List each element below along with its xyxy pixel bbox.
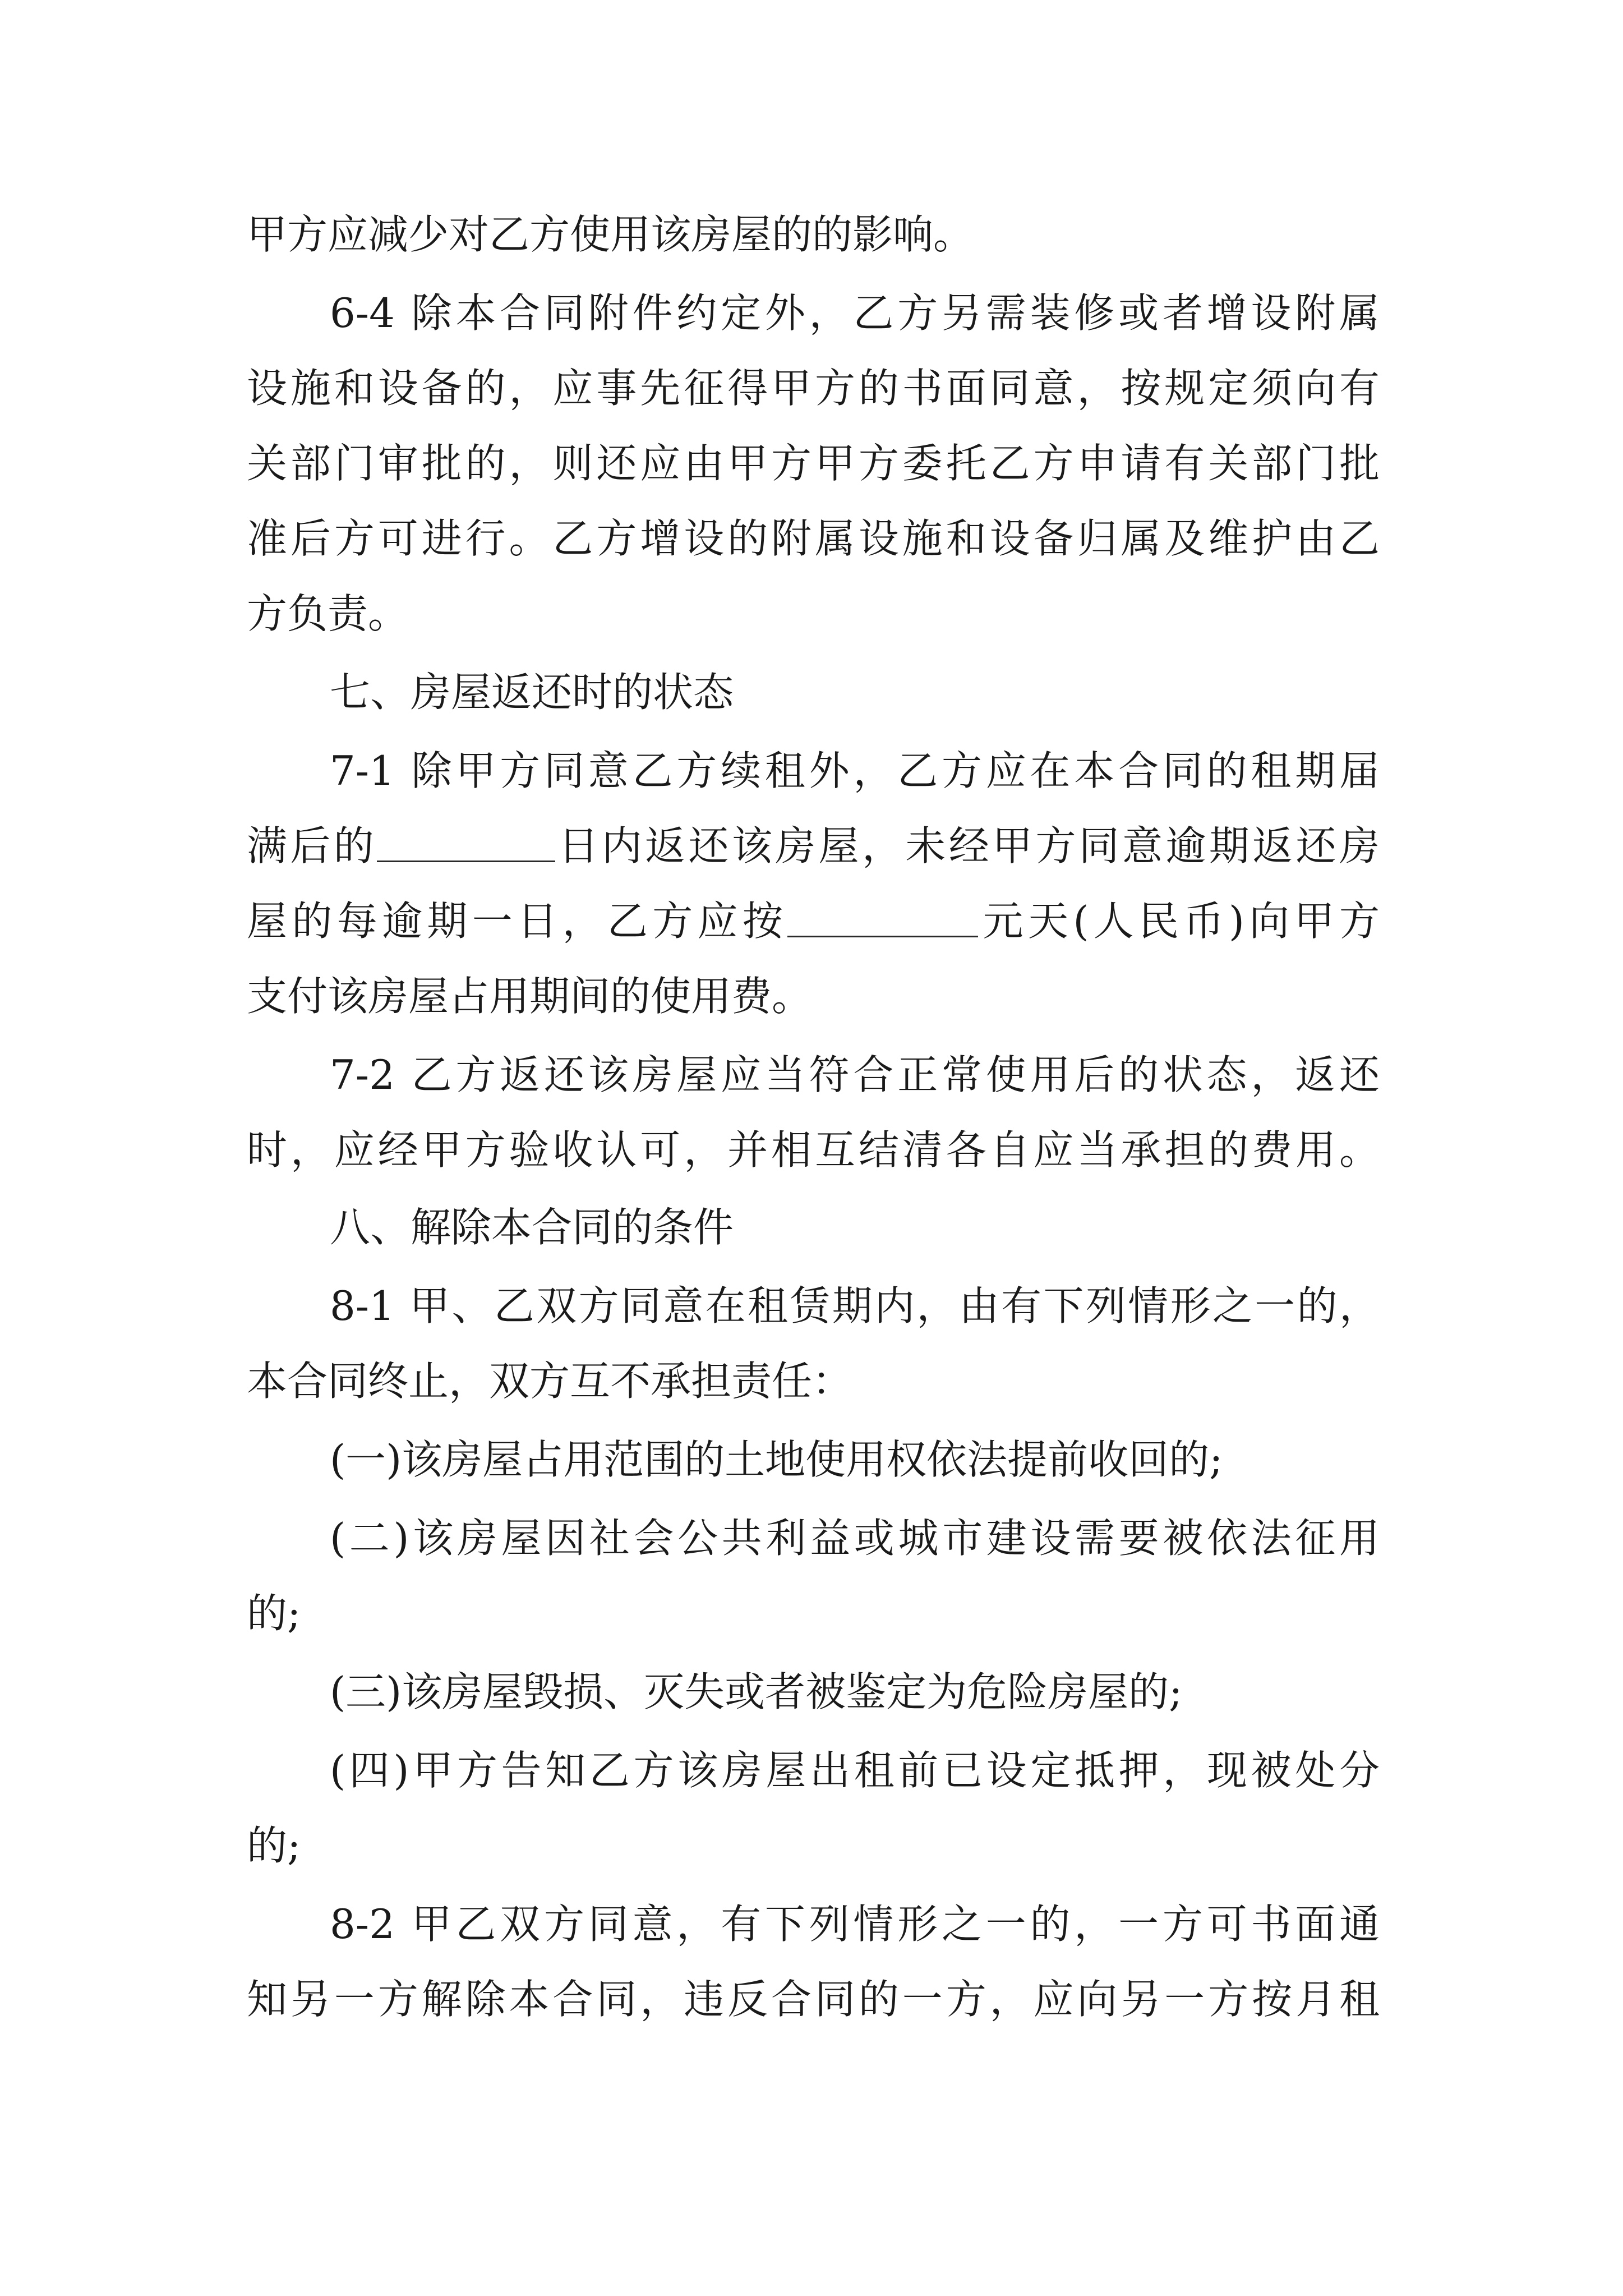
text-fragment: 满后的 [247,822,377,869]
text-line: 本合同终止，双方互不承担责任： [247,1358,853,1405]
clause-7-1: 7-1 除甲方同意乙方续租外，乙方应在本合同的租期届 [330,747,1380,794]
text-line-with-blank [247,819,1380,873]
text-line: 的; [247,1822,301,1869]
text-line: 的; [247,1590,301,1637]
text-line: 设施和设备的，应事先征得甲方的书面同意，按规定须向有 [247,365,1380,412]
list-item: (一)该房屋占用范围的土地使用权依法提前收回的; [330,1436,1223,1483]
text-line: 时，应经甲方验收认可，并相互结清各自应当承担的费用。 [247,1126,1380,1174]
text-line: 知另一方解除本合同，违反合同的一方，应向另一方按月租 [247,1976,1380,2023]
text-line-with-blank [247,894,1380,948]
list-item: (三)该房屋毁损、灭失或者被鉴定为危险房屋的; [330,1668,1183,1715]
section-heading-7: 七、房屋返还时的状态 [330,669,734,716]
text-fragment: 元天(人民币)向甲方 [978,898,1380,945]
clause-6-4: 6-4 除本合同附件约定外，乙方另需装修或者增设附属 [330,289,1380,337]
fill-in-blank [377,825,555,862]
text-line: 支付该房屋占用期间的使用费。 [247,973,813,1020]
text-line: 关部门审批的，则还应由甲方甲方委托乙方申请有关部门批 [247,440,1380,487]
text-line: 准后方可进行。乙方增设的附属设施和设备归属及维护由乙 [247,515,1380,562]
clause-8-2: 8-2 甲乙双方同意，有下列情形之一的，一方可书面通 [330,1901,1380,1948]
text-fragment: 屋的每逾期一日，乙方应按 [247,898,788,945]
text-line: 方负责。 [247,590,409,637]
clause-7-2: 7-2 乙方返还该房屋应当符合正常使用后的状态，返还 [330,1051,1380,1098]
list-item: (二)该房屋因社会公共利益或城市建设需要被依法征用 [330,1515,1380,1562]
list-item: (四)甲方告知乙方该房屋出租前已设定抵押，现被处分 [330,1747,1380,1794]
fill-in-blank [787,900,978,937]
section-heading-8: 八、解除本合同的条件 [330,1204,734,1251]
text-fragment: 日内返还该房屋，未经甲方同意逾期返还房 [555,822,1380,869]
clause-8-1: 8-1 甲、乙双方同意在租赁期内，由有下列情形之一的， [330,1282,1380,1329]
text-line: 甲方应减少对乙方使用该房屋的的影响。 [247,211,974,258]
